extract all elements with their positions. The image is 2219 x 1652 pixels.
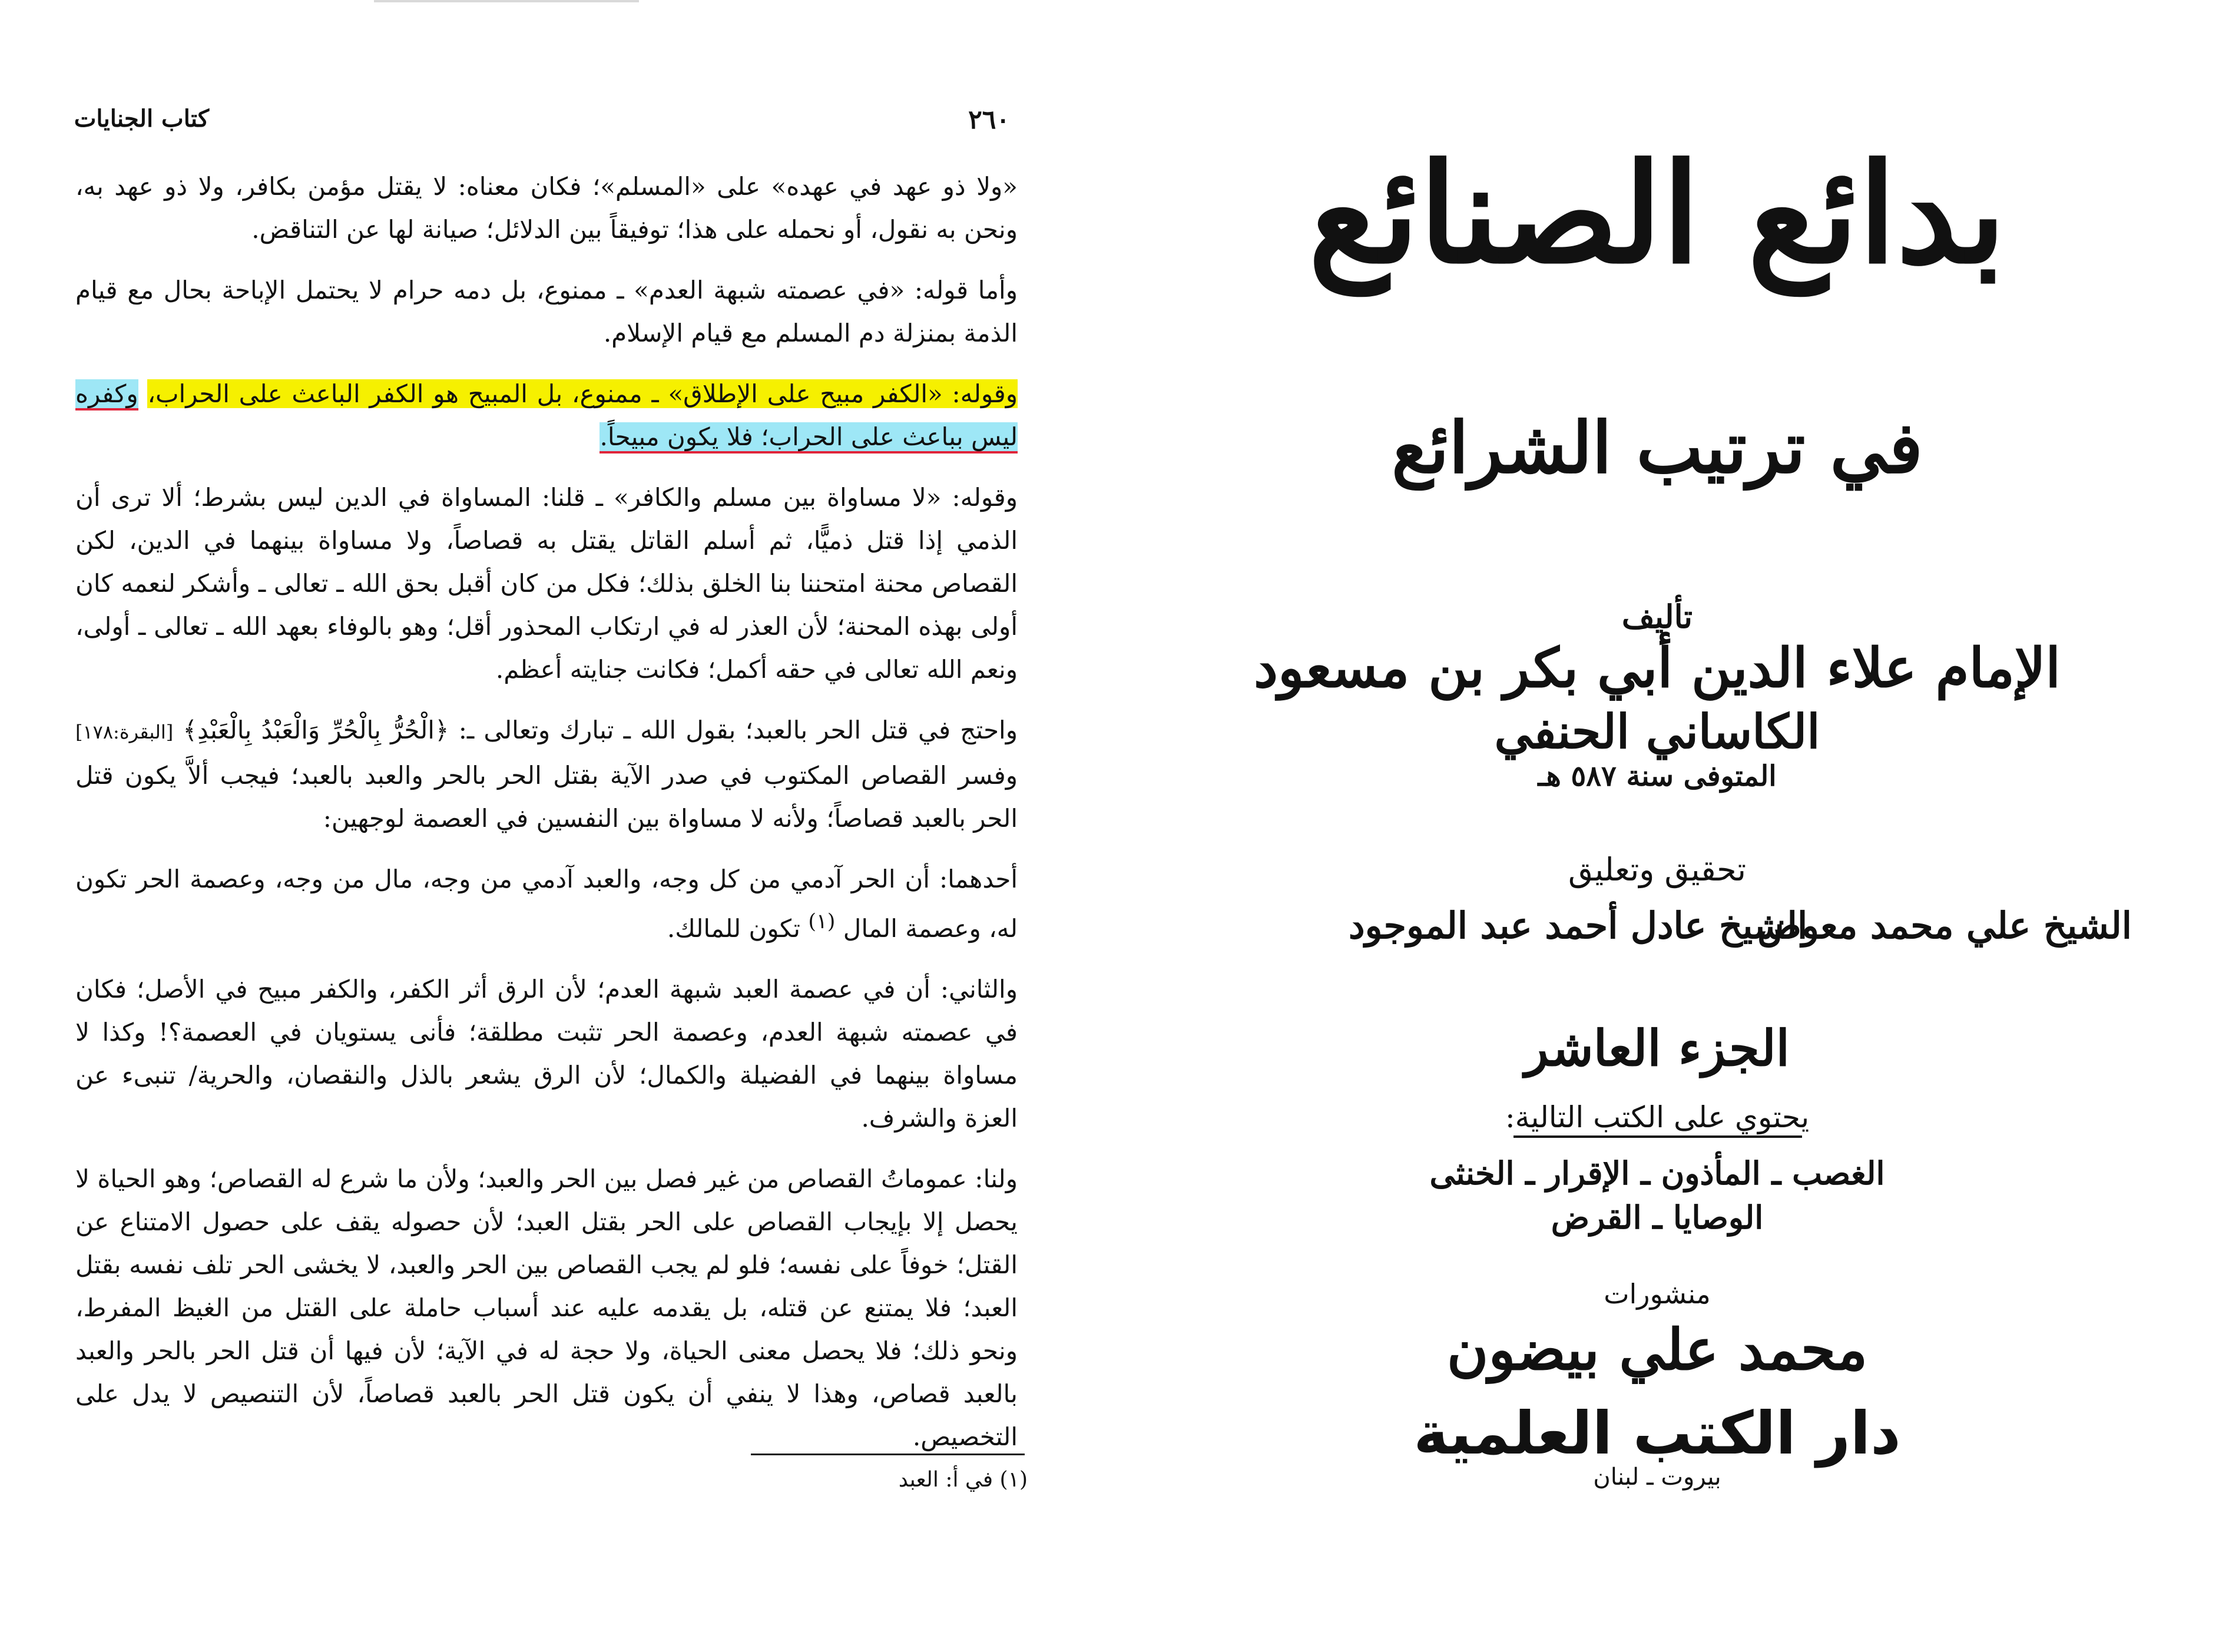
editor-name: الشيخ علي محمد معوض — [1757, 904, 2132, 947]
contents-list: الغصب ـ المأذون ـ الإقرار ـ الخنثى — [1429, 1154, 1885, 1192]
contents-list: الوصايا ـ القرض — [1551, 1199, 1764, 1236]
page-number: ٢٦٠ — [968, 105, 1010, 135]
editor-name: الشيخ عادل أحمد عبد الموجود — [1349, 904, 1808, 947]
contains-label: يحتوي على الكتب التالية: — [1505, 1100, 1810, 1134]
footnote-marker: (١) — [808, 910, 836, 933]
first-reason-end: تكون للمالك. — [667, 914, 800, 943]
right-page-title — [1095, 0, 2219, 1652]
edited-label: تحقيق وتعليق — [1568, 851, 1747, 888]
publications-label: منشورات — [1604, 1278, 1711, 1310]
author-name: الإمام علاء الدين أبي بكر بن مسعود — [1254, 636, 2061, 700]
paragraph: ولنا: عموماتُ القصاص من غير فصل بين الحر والعبد؛ ولأن ما شرع له القصاص؛ وهو الحياة لا يحصل إلا بإيجاب القصاص على الحر بقتل العبد؛ لأن حصوله يقف على حصول الامتناع عن القتل؛ خوفاً على نفسه؛ فلو لم يجب القصاص بين الحر والعبد، لا يخشى الحر تلف نفسه بقتل العبد؛ فلا يمتنع عن قتله، بل يقدمه عليه عند أسباب حاملة على القتل من الغيظ المفرط، ونحو ذلك؛ فلا يحصل معنى الحياة، ولا حجة له في الآية؛ لأن فيها أن قتل الحر بالحر والعبد بالعبد قصاص، وهذا لا ينفي أن يكون قتل الحر بالعبد قصاصاً، لأن التنصيص لا يدل على التخصيص. — [75, 1164, 1018, 1451]
yellow-highlight: وقوله: «الكفر مبيح على الإطلاق» ـ ممنوع، بل المبيح هو الكفر الباعث على الحراب، — [147, 379, 1018, 408]
contains-underline — [1513, 1135, 1802, 1138]
publisher-city: بيروت ـ لبنان — [1593, 1464, 1721, 1491]
footnote-rule — [751, 1454, 1025, 1455]
footnote: (١) في أ: العبد — [898, 1468, 1028, 1492]
paragraph: وقوله: «لا مساواة بين مسلم والكافر» ـ قلنا: المساواة في الدين ليس بشرط؛ ألا ترى أن الذمي إذا قتل ذميًّا، ثم أسلم القاتل يقتل به قصاصاً، ولا مساواة بينهما في الدين، لكن القصاص محنة امتحننا بنا الخلق بذلك؛ فكل من كان أقبل بحق الله ـ تعالى ـ وأشكر لنعمه كان أولى بهذه المحنة؛ لأن العذر له في ارتكاب المحذور أقل؛ وهو بالوفاء بعهد الله ـ تعالى ـ أولى، ونعم الله تعالى في حقه أكمل؛ فكانت جنايته أعظم. — [75, 483, 1018, 684]
first-reason-start: أحدهما: أن الحر آدمي من كل وجه، والعبد آدمي من وجه، مال من وجه، وعصمة الحر تكون له، وعصمة المال — [75, 865, 1018, 943]
authored-by-label: تأليف — [1621, 598, 1693, 635]
publisher-logo-text: دار الكتب العلمية — [1413, 1399, 1901, 1468]
verse-paragraph-start: واحتج في قتل الحر بالعبد؛ بقول الله ـ تبارك وتعالى ـ: ﴿الْحُرُّ بِالْحُرِّ وَالْعَبْدُ بِالْعَبْدِ﴾ — [183, 716, 1018, 744]
book-title: بدائع الصنائع — [1308, 133, 2006, 294]
header-title: كتاب الجنايات — [74, 105, 209, 133]
verse-reference: [البقرة:١٧٨] — [75, 721, 174, 743]
highlighted-paragraph — [75, 372, 1018, 458]
death-year: المتوفى سنة ٥٨٧ هـ — [1538, 760, 1777, 793]
main-text — [75, 165, 1018, 1476]
editors — [1349, 904, 2132, 957]
verse-paragraph-end: وفسر القصاص المكتوب في صدر الآية بقتل الحر بالحر والعبد بالعبد؛ فيجب ألاَّ يكون قتل الحر بالعبد قصاصاً؛ ولأنه لا مساواة بين النفسين في العصمة لوجهين: — [75, 761, 1018, 833]
verse-paragraph — [75, 709, 1018, 840]
author-nisba: الكاساني الحنفي — [1494, 704, 1820, 759]
left-page — [0, 0, 1095, 1652]
book-subtitle: في ترتيب الشرائع — [1392, 406, 1923, 489]
paragraph: «ولا ذو عهد في عهده» على «المسلم»؛ فكان معناه: لا يقتل مؤمن بكافر، ولا ذو عهد به، ونحن به نقول، أو نحمله على هذا؛ توفيقاً بين الدلائل؛ صيانة لها عن التناقض. — [75, 172, 1018, 244]
volume-label: الجزء العاشر — [1524, 1019, 1790, 1077]
paragraph: وأما قوله: «في عصمته شبهة العدم» ـ ممنوع، بل دمه حرام لا يحتمل الإباحة بحال مع قيام الذمة بمنزلة دم المسلم مع قيام الإسلام. — [75, 276, 1018, 347]
cyan-highlight: وكفره ليس بباعث على الحراب؛ فلا يكون مبيحاً. — [75, 379, 1018, 453]
paragraph-first-reason — [75, 858, 1018, 950]
paragraph: والثاني: أن في عصمة العبد شبهة العدم؛ لأن الرق أثر الكفر، والكفر مبيح في الأصل؛ فكان في عصمته شبهة العدم، وعصمة الحر تثبت مطلقة؛ فأنى يستويان في العصمة؟! وكذا لا مساواة بينهما في الفضيلة والكمال؛ لأن الرق يشعر بالذل والنقصان، والحرية/ تنبىء عن العزة والشرف. — [75, 975, 1018, 1133]
running-header — [74, 105, 1010, 146]
publisher-name: محمد علي بيضون — [1446, 1316, 1868, 1383]
